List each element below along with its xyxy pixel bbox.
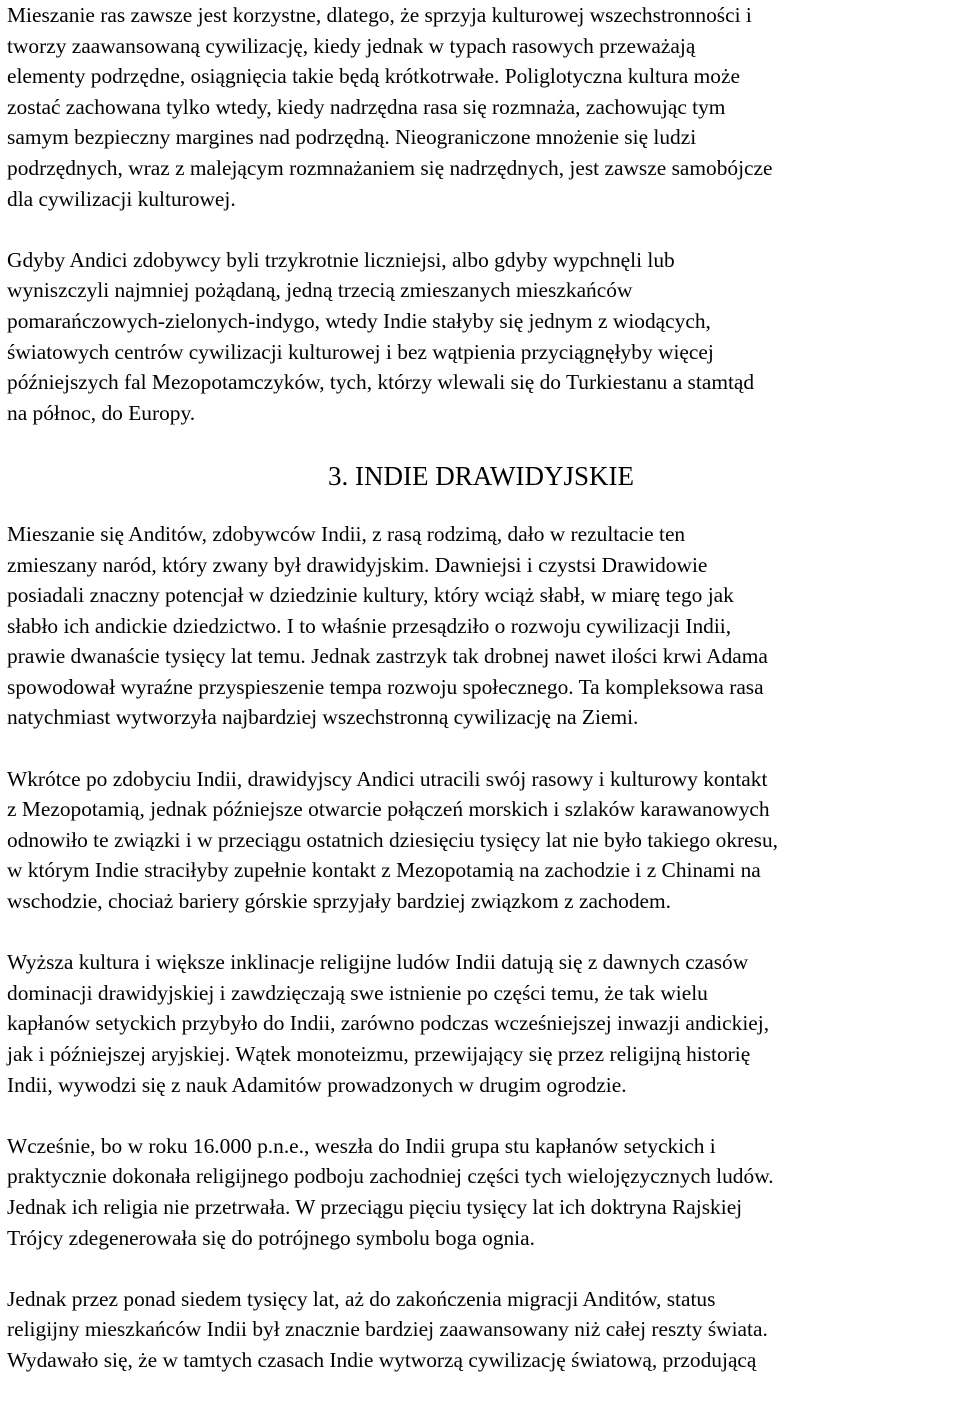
text-line: tworzy zaawansowaną cywilizację, kiedy jednak w typach rasowych przeważają [7, 33, 696, 58]
text-line: wschodzie, chociaż bariery górskie sprzyjały bardziej związkom z zachodem. [7, 889, 671, 914]
text-line: Wydawało się, że w tamtych czasach Indie wytworzą cywilizację światową, przodującą [7, 1347, 757, 1372]
text-line: Gdyby Andici zdobywcy byli trzykrotnie liczniejsi, albo gdyby wypchnęli lub [7, 247, 675, 272]
text-line: samym bezpieczny margines nad podrzędną. Nieograniczone mnożenie się ludzi [7, 125, 697, 150]
section-body [7, 519, 955, 1376]
text-line: Wyższa kultura i większe inklinacje religijne ludów Indii datują się z dawnych czasów [7, 950, 749, 975]
text-line: Wkrótce po zdobyciu Indii, drawidyjscy Andici utracili swój rasowy i kulturowy kontakt [7, 766, 768, 791]
body-paragraph [7, 764, 955, 917]
text-line: późniejszych fal Mezopotamczyków, tych, którzy wlewali się do Turkiestanu a stamtąd [7, 370, 755, 395]
text-line: Jednak przez ponad siedem tysięcy lat, aż do zakończenia migracji Anditów, status [7, 1286, 716, 1311]
document-page [7, 0, 955, 1406]
text-line: w którym Indie straciłyby zupełnie kontakt z Mezopotamią na zachodzie i z Chinami na [7, 858, 761, 883]
section-heading: 3. INDIE DRAWIDYJSKIE [327, 460, 635, 491]
text-line: religijny mieszkańców Indii był znacznie bardziej zaawansowany niż całej reszty świata. [7, 1317, 768, 1342]
text-line: z Mezopotamią, jednak późniejsze otwarcie połączeń morskich i szlaków karawanowych [7, 797, 770, 822]
intro-paragraph [7, 0, 955, 214]
text-line: wyniszczyli najmniej pożądaną, jedną trzecią zmieszanych mieszkańców [7, 278, 633, 303]
text-line: Mieszanie się Anditów, zdobywców Indii, z rasą rodzimą, dało w rezultacie ten [7, 521, 686, 546]
text-line: posiadali znaczny potencjał w dziedzinie kultury, który wciąż słabł, w miarę tego jak [7, 583, 734, 608]
text-line: prawie dwanaście tysięcy lat temu. Jednak zastrzyk tak drobnej nawet ilości krwi Adama [7, 644, 768, 669]
text-line: praktycznie dokonała religijnego podboju zachodniej części tych wielojęzycznych ludów. [7, 1164, 774, 1189]
text-line: Indii, wywodzi się z nauk Adamitów prowadzonych w drugim ogrodzie. [7, 1072, 627, 1097]
text-line: natychmiast wytworzyła najbardziej wszechstronną cywilizację na Ziemi. [7, 705, 639, 730]
text-line: słabło ich andickie dziedzictwo. I to właśnie przesądziło o rozwoju cywilizacji Indii, [7, 613, 732, 638]
intro-paragraph [7, 245, 955, 429]
text-line: kapłanów setyckich przybyło do Indii, zarówno podczas wcześniejszej inwazji andickiej, [7, 1011, 770, 1036]
text-line: zmieszany naród, który zwany był drawidyjskim. Dawniejsi i czystsi Drawidowie [7, 552, 708, 577]
text-line: pomarańczowych-zielonych-indygo, wtedy Indie stałyby się jednym z wiodących, [7, 308, 711, 333]
text-line: elementy podrzędne, osiągnięcia takie będą krótkotrwałe. Poliglotyczna kultura może [7, 64, 740, 89]
text-line: światowych centrów cywilizacji kulturowej i bez wątpienia przyciągnęłyby więcej [7, 339, 714, 364]
text-line: podrzędnych, wraz z malejącym rozmnażaniem się nadrzędnych, jest zawsze samobójcze [7, 155, 773, 180]
section-intro [7, 0, 955, 428]
text-line: dla cywilizacji kulturowej. [7, 186, 236, 211]
text-line: dominacji drawidyjskiej i zawdzięczają swe istnienie po części temu, że tak wielu [7, 980, 708, 1005]
body-paragraph [7, 947, 955, 1100]
text-line: odnowiło te związki i w przeciągu ostatnich dziesięciu tysięcy lat nie było takiego okresu, [7, 827, 779, 852]
text-line: Wcześnie, bo w roku 16.000 p.n.e., weszła do Indii grupa stu kapłanów setyckich i [7, 1133, 716, 1158]
text-line: Mieszanie ras zawsze jest korzystne, dlatego, że sprzyja kulturowej wszechstronności i [7, 3, 752, 27]
text-line: Jednak ich religia nie przetrwała. W przeciągu pięciu tysięcy lat ich doktryna Rajskiej [7, 1194, 743, 1219]
text-line: jak i późniejszej aryjskiej. Wątek monoteizmu, przewijający się przez religijną historię [7, 1042, 751, 1066]
text-line: zostać zachowana tylko wtedy, kiedy nadrzędna rasa się rozmnaża, zachowując tym [7, 94, 726, 119]
text-line: Trójcy zdegenerowała się do potrójnego symbolu boga ognia. [7, 1225, 535, 1250]
body-paragraph [7, 519, 955, 733]
text-line: spowodował wyraźne przyspieszenie tempa rozwoju społecznego. Ta kompleksowa rasa [7, 674, 764, 699]
body-paragraph [7, 1131, 955, 1253]
body-paragraph [7, 1284, 955, 1376]
text-line: na północ, do Europy. [7, 400, 196, 425]
